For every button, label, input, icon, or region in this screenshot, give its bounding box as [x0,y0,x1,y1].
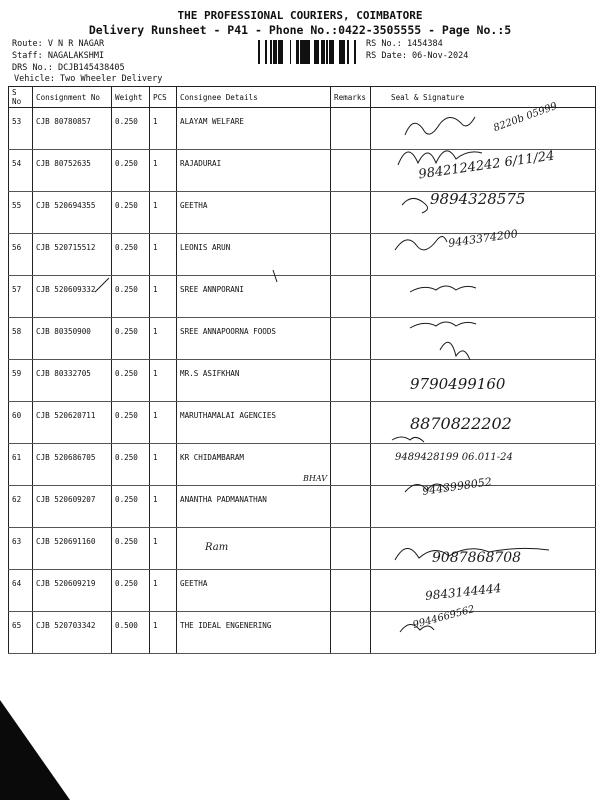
cell-consignment: CJB 520609219 [33,570,112,612]
cell-consignment: CJB 80752635 [33,150,112,192]
signature-64 [395,548,549,560]
cell-sno: 60 [9,402,33,444]
drs-label: DRS No.: DCJB145438405 [12,63,125,73]
cell-weight: 0.250 [112,318,150,360]
cell-sno: 61 [9,444,33,486]
cell-pcs: 1 [150,612,177,654]
signature-62 [405,484,447,492]
cell-consignment: CJB 520620711 [33,402,112,444]
col-remarks: Remarks [331,87,371,108]
cell-sno: 65 [9,612,33,654]
cell-weight: 0.250 [112,234,150,276]
cell-consignment: CJB 520694355 [33,192,112,234]
cell-consignment: CJB 80780857 [33,108,112,150]
cell-pcs: 1 [150,276,177,318]
cell-weight: 0.250 [112,360,150,402]
cell-weight: 0.250 [112,402,150,444]
cell-pcs: 1 [150,150,177,192]
handwritten-59: 9790499160 [410,375,506,393]
pen-mark-57b [273,270,277,282]
signature-55 [402,198,428,213]
handwritten-65: 9944669562 [411,603,476,632]
handwritten-64: 9087868708 [432,550,522,566]
pen-mark-57 [95,278,109,292]
cell-consignment: CJB 80350900 [33,318,112,360]
cell-weight: 0.250 [112,570,150,612]
handwritten-62: 9443998052 [421,475,493,498]
cell-consignee: ALAYAM WELFARE [177,108,331,150]
cell-consignment: CJB 520609332 [33,276,112,318]
cell-sno: 58 [9,318,33,360]
cell-consignee: LEONIS ARUN [177,234,331,276]
cell-consignee: ANANTHA PADMANATHAN [177,486,331,528]
cell-sno: 64 [9,570,33,612]
route-label: Route: V N R NAGAR [12,39,105,49]
cell-consignee: KR CHIDAMBARAM [177,444,331,486]
cell-consignee: MR.S ASIFKHAN [177,360,331,402]
rs-date: RS Date: 06-Nov-2024 [366,51,469,61]
handwritten-61: 9489428199 06.011-24 [395,452,513,463]
cell-weight: 0.250 [112,528,150,570]
cell-consignment: CJB 80332705 [33,360,112,402]
cell-pcs: 1 [150,108,177,150]
cell-weight: 0.250 [112,192,150,234]
cell-weight: 0.250 [112,276,150,318]
col-weight: Weight [112,87,150,108]
signature-57 [410,286,476,292]
cell-consignment: CJB 520703342 [33,612,112,654]
cell-pcs: 1 [150,192,177,234]
handwritten-60: 8870822202 [410,414,512,433]
cell-pcs: 1 [150,528,177,570]
handwritten-64b: 9843144444 [424,581,502,603]
cell-consignment: CJB 520715512 [33,234,112,276]
rs-number: RS No.: 1454384 [366,39,443,49]
cell-sno: 55 [9,192,33,234]
cell-pcs: 1 [150,318,177,360]
cell-consignment: CJB 520609207 [33,486,112,528]
cell-consignee: RAJADURAI [177,150,331,192]
handwritten-53: 8220b 05999 [492,100,559,135]
signature-59 [440,342,470,360]
scan-shadow [0,700,70,800]
cell-consignee: GEETHA [177,570,331,612]
cell-sno: 53 [9,108,33,150]
staff-label: Staff: NAGALAKSHMI [12,51,105,61]
cell-sno: 63 [9,528,33,570]
company-title: THE PROFESSIONAL COURIERS, COIMBATORE [177,9,423,22]
cell-weight: 0.250 [112,150,150,192]
cell-consignee: SREE ANNPORANI [177,276,331,318]
signature-53 [405,117,475,135]
cell-sno: 54 [9,150,33,192]
cell-consignment: CJB 520691160 [33,528,112,570]
cell-weight: 0.250 [112,444,150,486]
cell-weight: 0.250 [112,108,150,150]
cell-consignee: SREE ANNAPOORNA FOODS [177,318,331,360]
cell-weight: 0.500 [112,612,150,654]
cell-pcs: 1 [150,402,177,444]
handwritten-56: 9443374200 [447,227,519,250]
cell-consignment: CJB 520686705 [33,444,112,486]
signature-58 [410,322,476,328]
signature-65 [400,624,434,632]
cell-sno: 59 [9,360,33,402]
cell-consignee: THE IDEAL ENGENERING [177,612,331,654]
cell-sno: 56 [9,234,33,276]
col-consignment: Consignment No [33,87,112,108]
cell-consignee: MARUTHAMALAI AGENCIES [177,402,331,444]
col-sno: S No [9,87,33,108]
runsheet-title: Delivery Runsheet - P41 - Phone No.:0422-3505555 - Page No.:5 [88,23,512,37]
cell-pcs: 1 [150,570,177,612]
cell-pcs: 1 [150,360,177,402]
cell-pcs: 1 [150,486,177,528]
cell-pcs: 1 [150,234,177,276]
signature-54 [398,151,482,165]
handwritten-63: Ram [205,542,229,553]
col-pcs: PCS [150,87,177,108]
col-consignee: Consignee Details [177,87,331,108]
handwritten-55: 9894328575 [430,190,526,208]
cell-weight: 0.250 [112,486,150,528]
handwritten-54: 9842124242 6/11/24 [417,148,556,183]
handwritten-62b: BHAV [303,474,328,483]
cell-sno: 57 [9,276,33,318]
cell-sno: 62 [9,486,33,528]
cell-pcs: 1 [150,444,177,486]
cell-consignee: GEETHA [177,192,331,234]
col-seal-signature: Seal & Signature [371,87,596,108]
signature-61 [392,437,424,442]
signature-56 [395,236,447,250]
vehicle-label: Vehicle: Two Wheeler Delivery [14,74,163,84]
